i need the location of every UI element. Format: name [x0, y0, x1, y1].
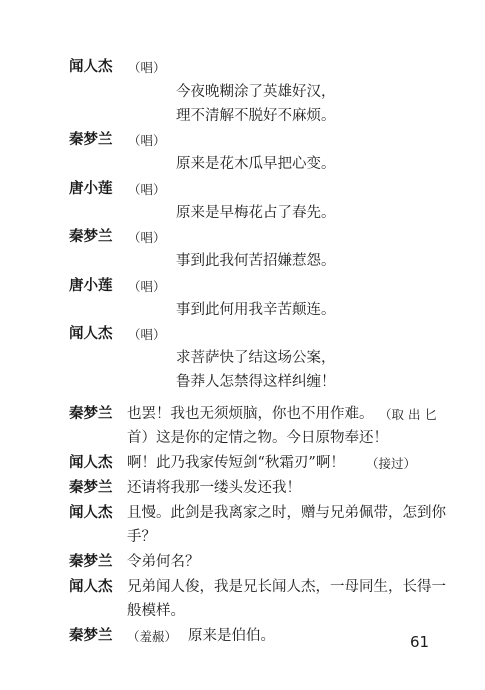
sung-text: 原来是早梅花占了春先。 [176, 205, 336, 221]
speaker-name: 秦梦兰 [69, 479, 113, 496]
stage-direction: （唱） [128, 230, 166, 245]
dialogue-text: 且慢。此剑是我离家之时，赠与兄弟佩带，怎到你 [127, 505, 446, 521]
speaker-name: 闻人杰 [69, 325, 113, 342]
sung-text: 今夜晚糊涂了英雄好汉， [176, 84, 336, 100]
speaker-name: 秦梦兰 [69, 627, 113, 644]
stage-direction: （唱） [128, 133, 166, 148]
speaker-name: 闻人杰 [69, 578, 113, 595]
speaker-name: 秦梦兰 [69, 553, 113, 570]
speaker-name: 闻人杰 [69, 454, 113, 471]
speaker-name: 秦梦兰 [69, 131, 113, 148]
dialogue-text: 也罢！我也无须烦脑，你也不用作难。 [127, 406, 374, 422]
sung-text: 鲁莽人怎禁得这样纠缠！ [176, 374, 336, 390]
stage-direction: （唱） [128, 60, 166, 75]
dialogue-text: 啊！此乃我家传短剑“秋霜刃”啊！ [127, 455, 345, 471]
speaker-name: 闻人杰 [69, 58, 113, 75]
speaker-name: 秦梦兰 [69, 405, 113, 422]
dialogue-continuation: 首）这是你的定情之物。今日原物奉还！ [127, 430, 388, 446]
stage-direction: （唱） [128, 182, 166, 197]
dialogue-text: 原来是伯伯。 [188, 628, 275, 644]
sung-text: 事到此我何苦招嫌惹怨。 [176, 253, 336, 269]
stage-direction: （接过） [366, 456, 417, 471]
dialogue-text: 令弟何名？ [127, 554, 200, 570]
stage-direction: （羞赧） [127, 629, 178, 644]
dialogue-text: 兄弟闻人俊，我是兄长闻人杰，一母同生，长得一 [127, 579, 446, 595]
dialogue-text: 还请将我那一缕头发还我！ [127, 480, 301, 496]
sung-text: 理不清解不脱好不麻烦。 [176, 108, 336, 124]
page-number: 61 [410, 633, 430, 651]
sung-text: 求菩萨快了结这场公案， [176, 350, 336, 366]
speaker-name: 唐小莲 [69, 277, 113, 294]
speaker-name: 唐小莲 [69, 180, 113, 197]
sung-text: 原来是花木瓜早把心变。 [176, 156, 336, 172]
stage-direction: （唱） [128, 327, 166, 342]
dialogue-continuation: 手？ [127, 529, 156, 545]
speaker-name: 闻人杰 [69, 504, 113, 521]
dialogue-continuation: 般模样。 [127, 603, 185, 619]
stage-direction: （取 出 匕 [379, 407, 437, 422]
stage-direction: （唱） [128, 279, 166, 294]
sung-text: 事到此何用我辛苦颠连。 [176, 302, 336, 318]
speaker-name: 秦梦兰 [69, 228, 113, 245]
